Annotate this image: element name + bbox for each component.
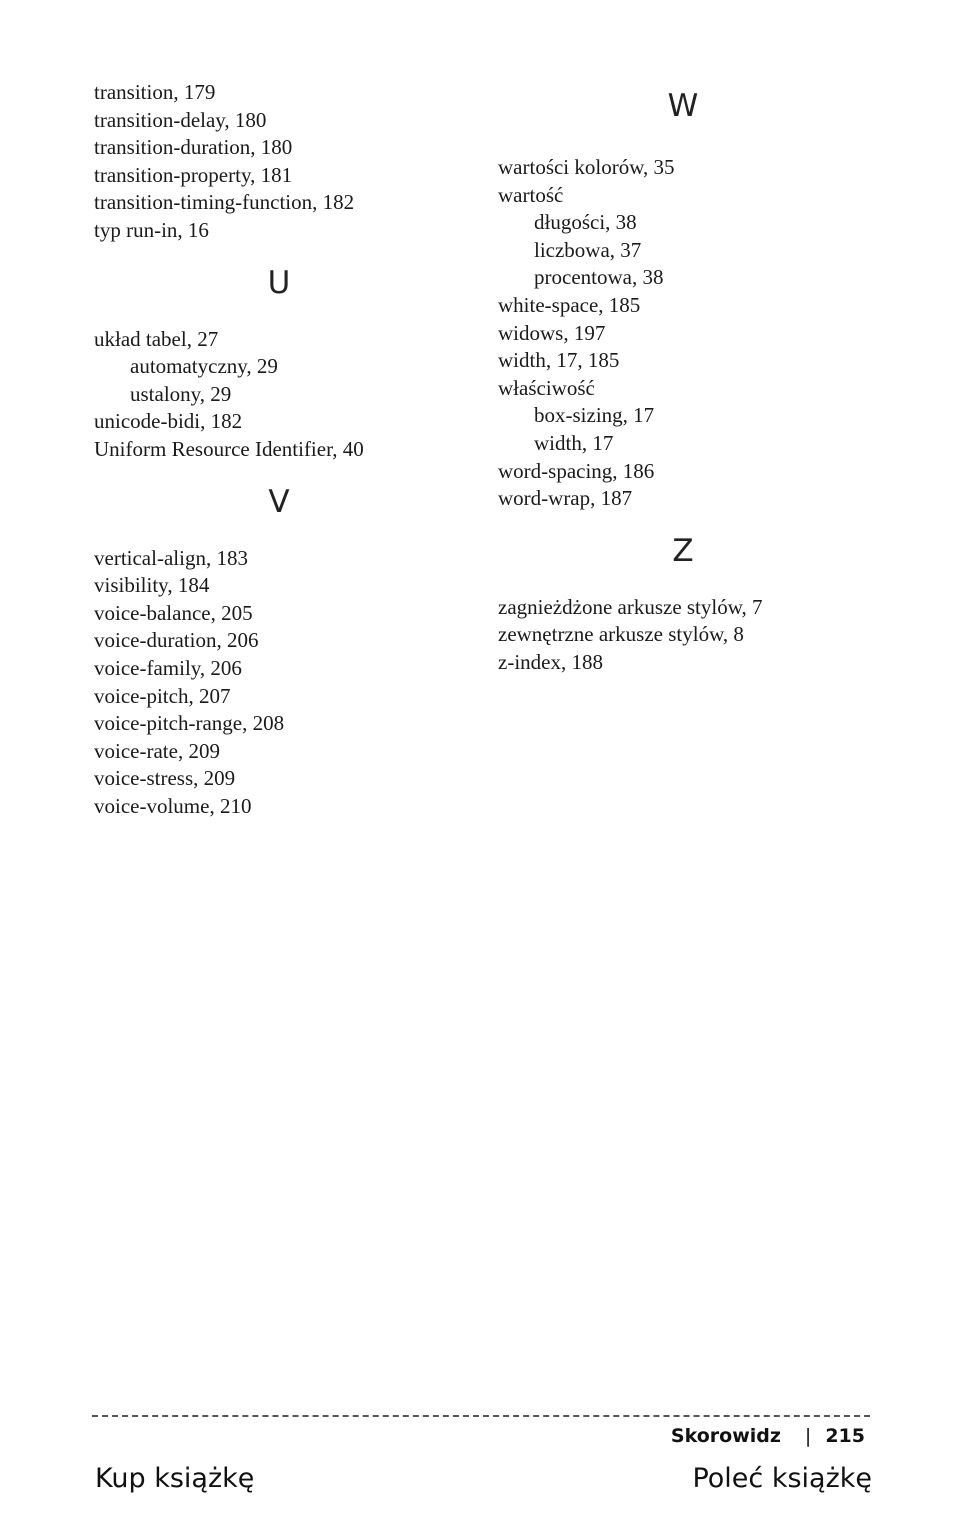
index-entry: transition, 179 bbox=[94, 80, 216, 104]
letter-heading-v: V bbox=[268, 483, 290, 520]
index-entry: Uniform Resource Identifier, 40 bbox=[94, 436, 364, 461]
index-entry: właściwość bbox=[498, 375, 595, 400]
letter-heading-w: W bbox=[667, 88, 699, 124]
index-entry: voice-pitch, 207 bbox=[94, 683, 231, 708]
index-subentry: długości, 38 bbox=[534, 210, 637, 235]
index-subentry: width, 17 bbox=[534, 430, 614, 455]
index-subentry: box-sizing, 17 bbox=[534, 403, 655, 428]
index-entry: transition-delay, 180 bbox=[94, 107, 267, 132]
index-entry: wartości kolorów, 35 bbox=[498, 155, 675, 179]
index-entry: wartość bbox=[498, 182, 564, 207]
running-footer bbox=[671, 1424, 865, 1448]
index-entry: transition-timing-function, 182 bbox=[94, 190, 355, 215]
index-entry: widows, 197 bbox=[498, 320, 606, 345]
page-number: 215 bbox=[825, 1425, 865, 1447]
footer-divider bbox=[92, 1415, 870, 1417]
index-entry: vertical-align, 183 bbox=[94, 545, 248, 570]
index-entry: width, 17, 185 bbox=[498, 348, 620, 373]
section-name: Skorowidz bbox=[670, 1425, 781, 1447]
index-entry: voice-pitch-range, 208 bbox=[94, 711, 285, 736]
index-subentry: procentowa, 38 bbox=[534, 265, 664, 290]
index-entry: zagnieżdżone arkusze stylów, 7 bbox=[498, 594, 763, 619]
index-entry: voice-family, 206 bbox=[94, 655, 242, 680]
footer-separator: | bbox=[804, 1425, 812, 1447]
buy-book-link[interactable]: Kup książkę bbox=[95, 1463, 255, 1494]
index-column-right bbox=[498, 79, 878, 677]
index-entry: transition-duration, 180 bbox=[94, 135, 293, 160]
index-entry: unicode-bidi, 182 bbox=[94, 409, 243, 434]
index-entry: voice-balance, 205 bbox=[94, 600, 253, 625]
index-entry: voice-volume, 210 bbox=[94, 793, 252, 818]
index-entry: voice-duration, 206 bbox=[94, 628, 259, 653]
index-entry: z-index, 188 bbox=[498, 649, 603, 674]
index-entry: word-spacing, 186 bbox=[498, 458, 655, 483]
letter-heading-u: U bbox=[267, 264, 291, 301]
index-entry: visibility, 184 bbox=[94, 573, 210, 598]
index-entry: transition-property, 181 bbox=[94, 162, 293, 187]
index-entry: zewnętrzne arkusze stylów, 8 bbox=[498, 622, 744, 647]
index-entry: voice-stress, 209 bbox=[94, 766, 236, 791]
index-column-left bbox=[94, 79, 474, 820]
index-subentry: liczbowa, 37 bbox=[534, 237, 642, 262]
index-subentry: automatyczny, 29 bbox=[130, 354, 278, 379]
index-entry: word-wrap, 187 bbox=[498, 486, 633, 511]
index-subentry: ustalony, 29 bbox=[130, 381, 232, 406]
index-entry: układ tabel, 27 bbox=[94, 326, 219, 351]
index-entry: voice-rate, 209 bbox=[94, 738, 220, 763]
index-entry: typ run-in, 16 bbox=[94, 217, 209, 242]
letter-heading-z: Z bbox=[672, 532, 694, 569]
recommend-book-link[interactable]: Poleć książkę bbox=[692, 1463, 872, 1494]
index-entry: white-space, 185 bbox=[498, 292, 641, 317]
